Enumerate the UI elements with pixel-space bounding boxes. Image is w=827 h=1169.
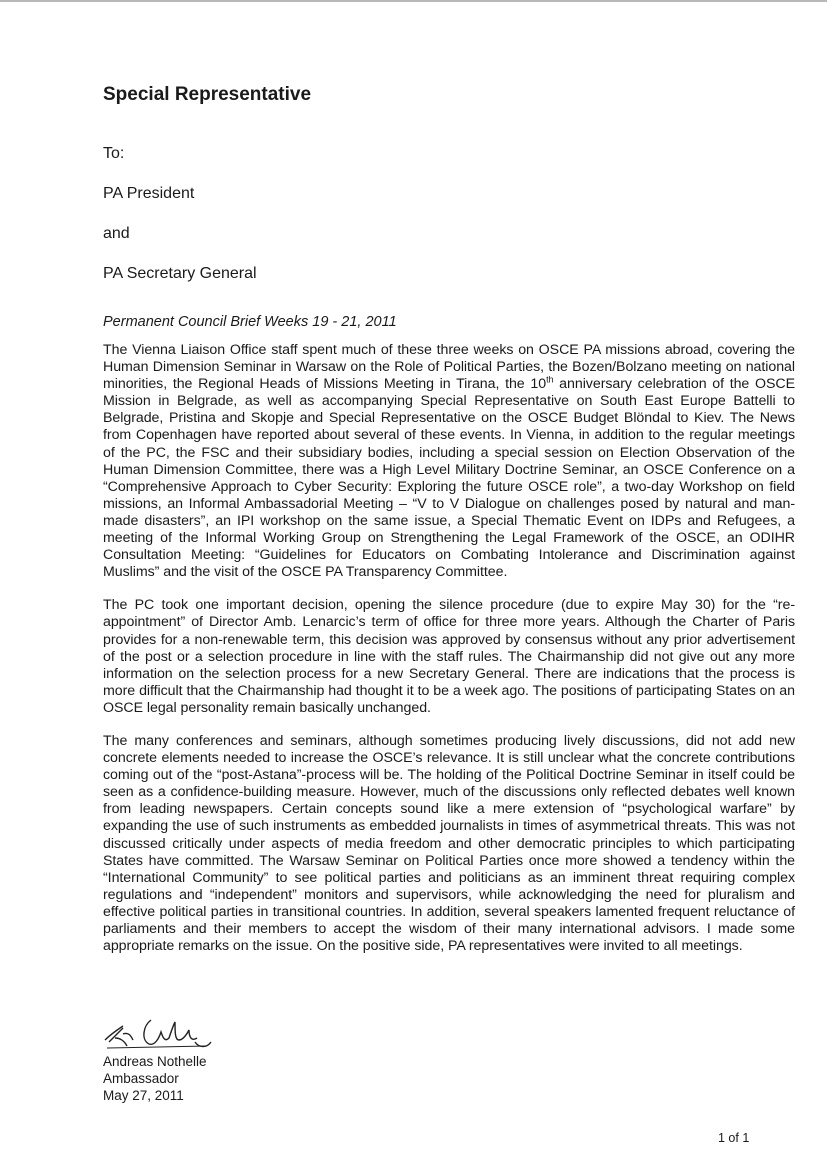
page-number: 1 of 1 <box>718 1131 750 1145</box>
paragraph-3: The many conferences and seminars, although sometimes producing lively discussions, did not add new concrete elements needed to increase the OSCE’s relevance. It is still unclear what the concrete contributions coming out of the “post-Astana”-process will be. The holding of the Political Doctrine Seminar in itself could be seen as a confidence-building measure. However, much of the discussions only reflected debates well known from leading newspapers. Certain concepts sound like a mere extension of “psychological warfare” by expanding the use of such instruments as embedded journalists in times of asymmetrical threats. This was not discussed critically under aspects of media freedom and other democratic principles to which participating States have committed. The Warsaw Seminar on Political Parties once more showed a tendency within the “International Community” to see political parties and politicians as an imminent threat requiring complex regulations and “independent” monitors and supervisors, while acknowledging the need for pluralism and effective political parties in transitional countries. In addition, several speakers lamented frequent reluctance of parliaments and their members to accept the wisdom of their many international advisors. I made some appropriate remarks on the issue. On the positive side, PA representatives were invited to all meetings. <box>103 732 795 955</box>
page-title: Special Representative <box>103 84 312 105</box>
paragraph-1-part-a: The Vienna Liaison Office staff spent much of these three weeks on OSCE PA missions abroad, covering the Human Dimension Seminar in Warsaw on the Role of Political Parties, the Bozen/Bolzano meeting on national minorities, the Regional Heads of Missions Meeting in Tirana, the 10 <box>103 342 795 393</box>
signer-title: Ambassador <box>103 1071 179 1086</box>
letter-body <box>103 84 795 971</box>
address-recipient-2: PA Secretary General <box>103 265 257 282</box>
address-conjunction: and <box>103 225 130 242</box>
address-recipient-1: PA President <box>103 185 195 202</box>
address-to: To: <box>103 145 125 162</box>
paragraph-2: The PC took one important decision, opening the silence procedure (due to expire May 30) for the “re-appointment” of Director Amb. Lenarcic’s term of office for three more years. Although the Charter of Paris provides for a non-renewable term, this decision was approved by consensus without any prior advertisement of the post or a selection procedure in line with the staff rules. The Chairmanship did not give out any more information on the selection process for a new Secretary General. There are indications that the process is more difficult that the Chairmanship had thought it to be a week ago. The positions of participating States on an OSCE legal personality remain basically unchanged. <box>103 597 795 716</box>
brief-title: Permanent Council Brief Weeks 19 - 21, 2011 <box>103 314 397 330</box>
signature-date: May 27, 2011 <box>103 1088 184 1103</box>
handwritten-signature <box>103 1012 213 1052</box>
top-border <box>0 0 827 2</box>
ordinal-suffix: th <box>546 374 554 385</box>
signature-block <box>103 1053 207 1104</box>
paragraph-1-part-b: anniversary celebration of the OSCE Mission in Belgrade, as well as accompanying Special Representative on South East Europe Battelli to Belgrade, Pristina and Skopje and Special Representative on the OSCE Budget Blöndal to Kiev. The News from Copenhagen have reported about several of these events. In Vienna, in addition to the regular meetings of the PC, the FSC and their subsidiary bodies, including a special session on Election Observation of the Human Dimension Committee, there was a High Level Military Doctrine Seminar, an OSCE Conference on a “Comprehensive Approach to Cyber Security: Exploring the future OSCE role”, a two-day Workshop on field missions, an Informal Ambassadorial Meeting – “V to V Dialogue on challenges posed by natural and man-made disasters”, an IPI workshop on the same issue, a Special Thematic Event on IDPs and Refugees, a meeting of the Informal Working Group on Strengthening the Legal Framework of the OSCE, an ODIHR Consultation Meeting: “Guidelines for Educators on Combating Intolerance and Discrimination against Muslims” and the visit of the OSCE PA Transparency Committee. <box>103 376 796 581</box>
signer-name: Andreas Nothelle <box>103 1054 207 1069</box>
paragraph-1 <box>103 342 795 581</box>
